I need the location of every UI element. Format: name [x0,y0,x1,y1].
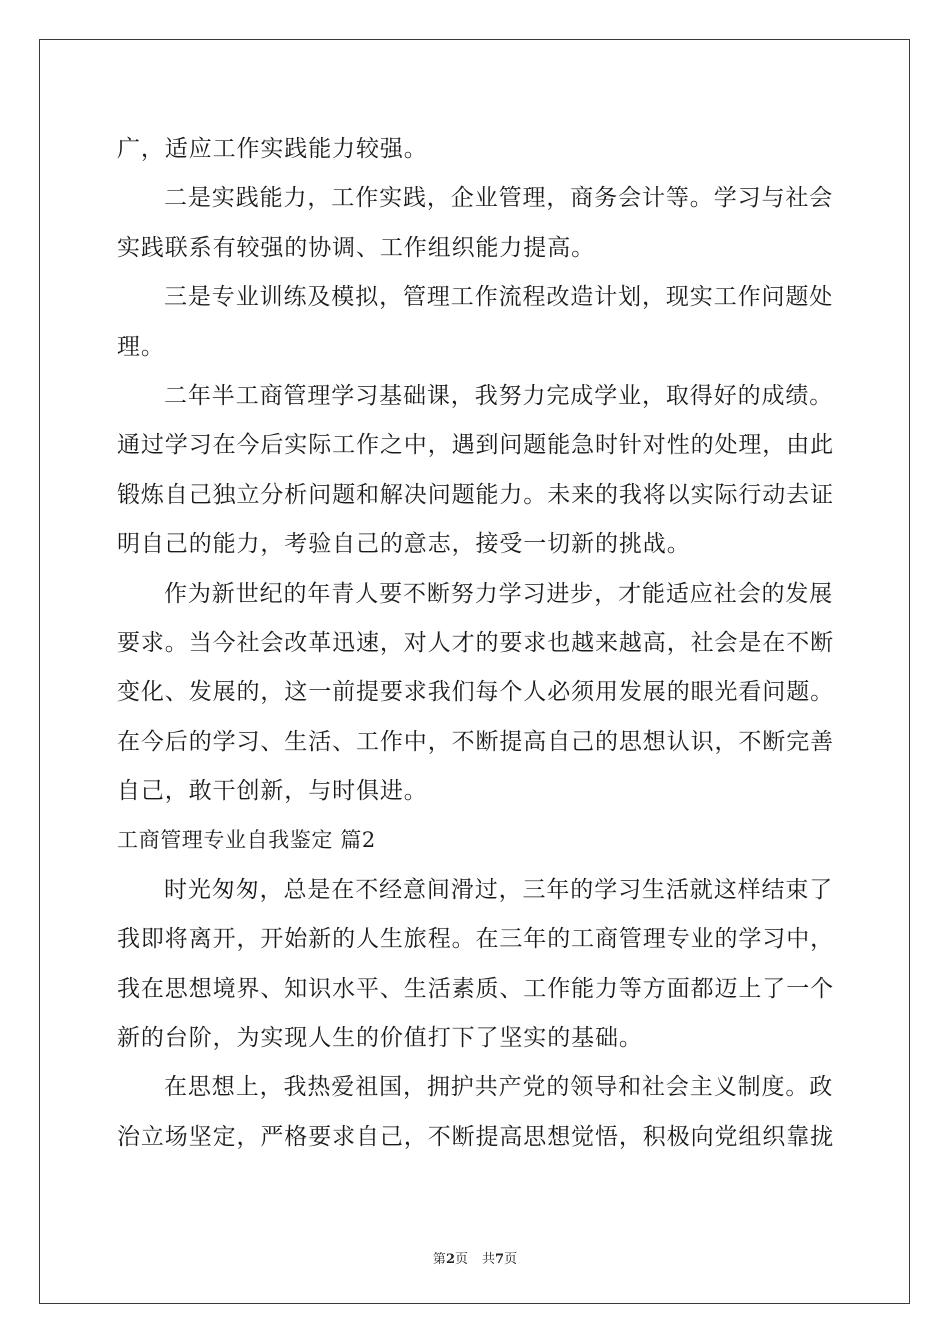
text-line: 实践联系有较强的协调、工作组织能力提高。 [117,234,595,261]
text-line: 要求。当今社会改革迅速，对人才的要求也越来越高，社会是在不断 [117,629,834,656]
text-line: 我在思想境界、知识水平、生活素质、工作能力等方面都迈上了一个 [117,975,834,1002]
text-line: 二年半工商管理学习基础课，我努力完成学业，取得好的成绩。 [164,382,834,409]
text-line: 明自己的能力，考验自己的意志，接受一切新的挑战。 [117,531,691,558]
total-suffix: 页 [504,1252,518,1267]
text-line: 作为新世纪的年青人要不断努力学习进步，才能适应社会的发展 [164,580,834,607]
text-line: 在思想上，我热爱祖国，拥护共产党的领导和社会主义制度。政 [164,1074,834,1101]
page-suffix: 页 [454,1252,468,1267]
text-line: 三是专业训练及模拟，管理工作流程改造计划，现实工作问题处 [164,284,834,311]
text-line: 时光匆匆，总是在不经意间滑过，三年的学习生活就这样结束了 [164,876,834,903]
page-footer [0,1248,950,1267]
document-body [117,125,835,1162]
text-line: 锻炼自己独立分析问题和解决问题能力。未来的我将以实际行动去证 [117,481,834,508]
text-line: 在今后的学习、生活、工作中，不断提高自己的思想认识，不断完善 [117,728,834,755]
page-number: 2 [445,1252,455,1267]
text-line: 理。 [117,333,165,360]
text-line: 我即将离开，开始新的人生旅程。在三年的工商管理专业的学习中， [117,926,834,953]
total-prefix: 共 [482,1252,496,1267]
text-line: 广，适应工作实践能力较强。 [117,136,428,162]
text-line: 新的台阶，为实现人生的价值打下了坚实的基础。 [117,1025,643,1052]
total-pages: 7 [495,1252,505,1267]
page-prefix: 第 [432,1252,446,1267]
text-line: 治立场坚定，严格要求自己，不断提高思想觉悟，积极向党组织靠拢 [117,1123,834,1150]
text-line: 通过学习在今后实际工作之中，遇到问题能急时针对性的处理，由此 [117,432,834,459]
text-line: 变化、发展的，这一前提要求我们每个人必须用发展的眼光看问题。 [117,679,834,706]
section-heading: 工商管理专业自我鉴定 篇2 [117,828,376,853]
text-line: 二是实践能力，工作实践，企业管理，商务会计等。学习与社会 [164,185,834,212]
text-line: 自己，敢干创新，与时俱进。 [117,778,428,805]
